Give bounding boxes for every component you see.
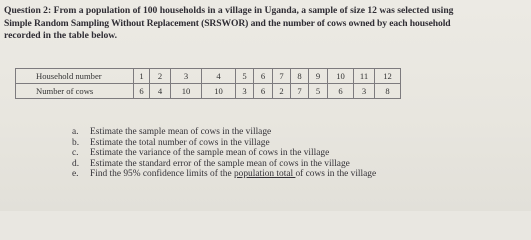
cows-cell: 3 (354, 84, 375, 99)
task-text: Estimate the total number of cows in the village (90, 137, 270, 148)
row-header-household-number: Household number (16, 69, 134, 84)
task-text-start: Find the 95% confidence limits of the (90, 169, 234, 180)
household-cell: 9 (309, 69, 328, 84)
task-letter: b. (72, 137, 80, 148)
household-cell: 6 (254, 69, 273, 84)
cows-cell: 4 (150, 84, 171, 99)
task-text-underlined: population total (233, 169, 296, 180)
table-row-household-number (16, 69, 401, 84)
question-number: Question 2: (4, 5, 52, 16)
cows-cell: 2 (273, 84, 291, 99)
household-cell: 10 (328, 69, 354, 84)
row-header-number-of-cows: Number of cows (16, 84, 134, 99)
task-text (90, 169, 376, 180)
household-cell: 4 (202, 69, 236, 84)
cows-cell: 7 (291, 84, 309, 99)
household-cows-table (15, 68, 401, 99)
intro-line-1: From a population of 100 households in a village in Uganda, a sample of size 12 was selected using (53, 5, 454, 16)
cows-cell: 6 (328, 84, 354, 99)
task-item (72, 148, 376, 159)
task-item (72, 138, 376, 149)
household-cell: 12 (375, 69, 401, 84)
task-item (72, 169, 376, 180)
task-text: Estimate the standard error of the sample mean of cows in the village (90, 158, 350, 169)
task-text: Estimate the variance of the sample mean of cows in the village (90, 148, 330, 159)
task-letter: c. (72, 148, 79, 159)
household-cell: 5 (236, 69, 254, 84)
household-cell: 2 (150, 69, 171, 84)
household-cell: 1 (134, 69, 150, 84)
task-text-end: of cows in the village (295, 169, 377, 180)
question-intro (4, 5, 524, 43)
cows-cell: 5 (309, 84, 328, 99)
cows-cell: 8 (375, 84, 401, 99)
cows-cell: 6 (134, 84, 150, 99)
table-row-number-of-cows (16, 84, 401, 99)
intro-line-2: Simple Random Sampling Without Replacement (SRSWOR) and the number of cows owned by each household (4, 17, 451, 29)
task-item (72, 159, 376, 170)
intro-line-3: recorded in the table below. (4, 30, 118, 42)
task-letter: d. (72, 158, 80, 169)
household-cell: 11 (354, 69, 375, 84)
household-cell: 7 (273, 69, 291, 84)
task-item (72, 127, 376, 138)
cows-cell: 3 (236, 84, 254, 99)
task-letter: a. (72, 127, 79, 137)
household-cell: 3 (171, 69, 202, 84)
cows-cell: 10 (202, 84, 236, 99)
task-letter: e. (72, 169, 79, 180)
cows-cell: 6 (254, 84, 273, 99)
cows-cell: 10 (171, 84, 202, 99)
task-text: Estimate the sample mean of cows in the village (90, 127, 272, 137)
household-cell: 8 (291, 69, 309, 84)
task-list (72, 127, 376, 180)
